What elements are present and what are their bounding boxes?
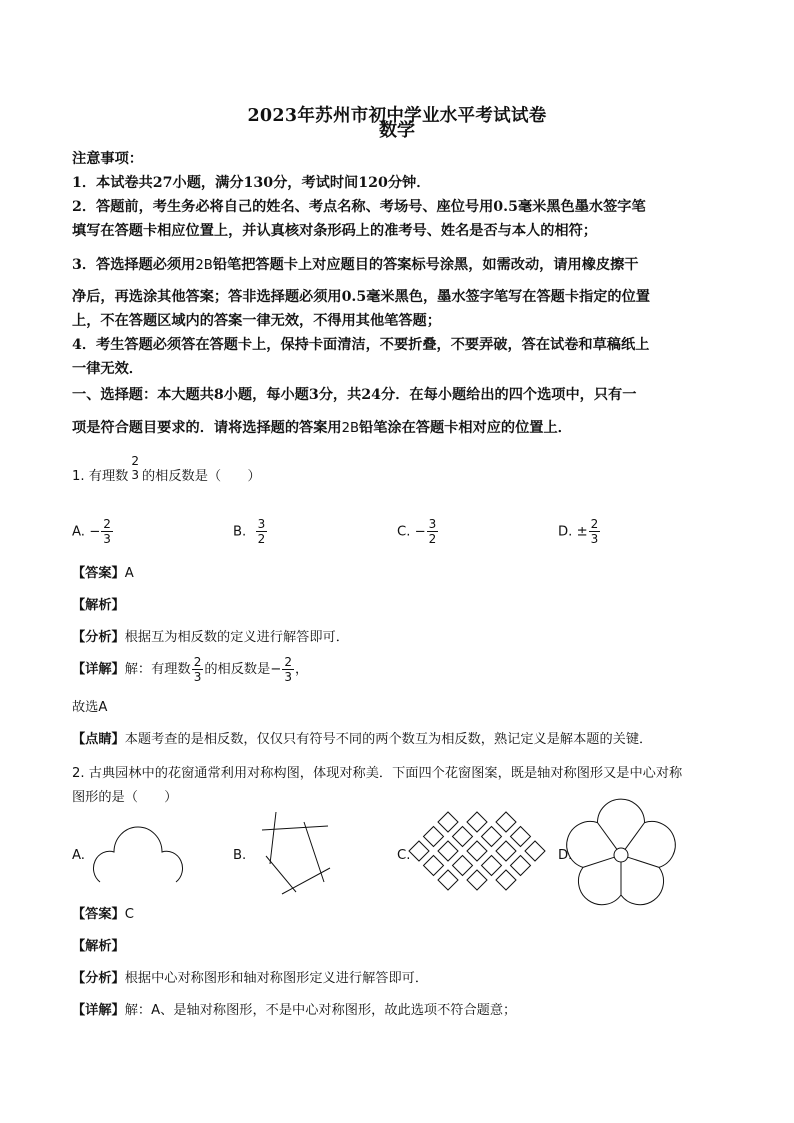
lattice-diamond <box>424 856 444 876</box>
q1-option-d: D. ± $\frac{2}{3}$ <box>558 517 599 546</box>
cloud-arc-icon <box>92 822 184 884</box>
lattice-diamond <box>438 870 458 890</box>
q2-fenxi: 【分析】根据中心对称图形和轴对称图形定义进行解答即可． <box>72 971 429 986</box>
lattice-diamond <box>453 827 473 847</box>
lattice-diamond <box>409 841 429 861</box>
q1-analysis-tag: 【解析】 <box>72 598 125 613</box>
notes-line-3a-post: 铅笔把答题卡上对应题目的答案标号涂黑，如需改动，请用橡皮擦干 <box>212 257 639 273</box>
notes-line-3a <box>72 254 638 274</box>
lattice-diamond <box>424 827 444 847</box>
q2-analysis-tag: 【解析】 <box>72 939 125 954</box>
lattice-diamond <box>511 827 531 847</box>
pencil-2b: 2B <box>195 258 213 273</box>
q1-answer: 【答案】A <box>72 566 134 581</box>
petal-divider <box>597 823 616 850</box>
notes-line-2b: 填写在答题卡相应位置上，并认真核对条形码上的准考号、姓名是否与本人的相符； <box>72 223 597 239</box>
notes-line-4a: 4．考生答题必须答在答题卡上，保持卡面清洁，不要折叠，不要弄破，答在试卷和草稿纸上 <box>72 337 650 353</box>
q2-option-a-label: A. <box>72 848 85 863</box>
q1-stem-post: 的相反数是（ ） <box>141 469 261 484</box>
q1-dianjing: 【点睛】本题考查的是相反数，仅仅只有符号不同的两个数互为相反数，熟记定义是解本题的关键． <box>72 732 653 747</box>
petal-edge <box>597 799 644 823</box>
lattice-diamond <box>496 841 516 861</box>
section1-line-b-post: 铅笔涂在答题卡相对应的位置上． <box>359 420 572 436</box>
petal-edge <box>645 821 676 867</box>
page-title: 2023年苏州市初中学业水平考试试卷 <box>247 106 547 126</box>
notes-line-3b: 净后，再选涂其他答案；答非选择题必须用0.5毫米黑色，墨水签字笔写在答题卡指定的位置 <box>72 289 650 305</box>
q1-xiangjie: 【详解】解：有理数 $\frac{2}{3}$ 的相反数是− $\frac{2}{3}$ ， <box>72 654 309 684</box>
notes-line-3c: 上，不在答题区域内的答案一律无效，不得用其他笔答题； <box>72 313 441 329</box>
q1-fraction: 2 3 <box>131 454 139 482</box>
q1-conclusion: 故选A <box>72 700 108 715</box>
q2-option-c-label: C. <box>397 848 411 863</box>
q2-xiangjie: 【详解】解：A、是轴对称图形，不是中心对称图形，故此选项不符合题意； <box>72 1003 517 1018</box>
subject-title: 数学 <box>379 120 415 141</box>
q1-option-c: C. − $\frac{3}{2}$ <box>397 517 437 546</box>
diamond-lattice-icon <box>415 820 539 882</box>
petal-divider <box>628 857 659 867</box>
lattice-diamond <box>496 870 516 890</box>
petal-divider <box>625 823 644 850</box>
lattice-diamond <box>496 812 516 832</box>
lattice-diamond <box>525 841 545 861</box>
lattice-diamond <box>467 841 487 861</box>
q1-stem-pre: 1. 有理数 <box>72 469 129 484</box>
flower-center <box>614 848 628 862</box>
petal-edge <box>578 867 621 904</box>
q1-fenxi: 【分析】根据互为相反数的定义进行解答即可． <box>72 630 349 645</box>
plum-flower-icon <box>578 812 664 898</box>
pencil-2b: 2B <box>341 421 360 436</box>
q2-stem-a: 2. 古典园林中的花窗通常利用对称构图，体现对称美．下面四个花窗图案，既是轴对称图形又是中心对称 <box>72 766 683 781</box>
notes-heading: 注意事项： <box>72 151 143 167</box>
section1-line-a: 一、选择题：本大题共8小题，每小题3分，共24分．在每小题给出的四个选项中，只有一 <box>72 387 637 403</box>
petal-edge <box>621 867 664 904</box>
lattice-diamond <box>438 841 458 861</box>
q2-option-d-label: D. <box>558 848 573 863</box>
q2-answer: 【答案】C <box>72 907 134 922</box>
lattice-diamond <box>511 856 531 876</box>
notes-line-3a-pre: 3．答选择题必须用 <box>72 257 196 273</box>
q1-option-b: B. $\frac{3}{2}$ <box>233 517 266 546</box>
lattice-diamond <box>467 812 487 832</box>
pentagon-lines-icon <box>258 808 334 898</box>
lattice-diamond <box>438 812 458 832</box>
lattice-diamond <box>467 870 487 890</box>
q2-stem-b: 图形的是（ ） <box>72 790 178 805</box>
section1-line-b <box>72 417 572 437</box>
notes-line-4b: 一律无效． <box>72 361 143 377</box>
q1-stem <box>72 454 261 492</box>
petal-divider <box>583 857 614 867</box>
notes-line-1: 1．本试卷共27小题，满分130分，考试时间120分钟． <box>72 175 431 191</box>
section1-line-b-pre: 项是符合题目要求的．请将选择题的答案用 <box>72 420 342 436</box>
q2-option-b-label: B. <box>233 848 247 863</box>
lattice-diamond <box>482 856 502 876</box>
q1-option-a: A. − $\frac{2}{3}$ <box>72 517 111 546</box>
notes-line-2a: 2．答题前，考生务必将自己的姓名、考点名称、考场号、座位号用0.5毫米黑色墨水签字笔 <box>72 199 646 215</box>
lattice-diamond <box>482 827 502 847</box>
lattice-diamond <box>453 856 473 876</box>
